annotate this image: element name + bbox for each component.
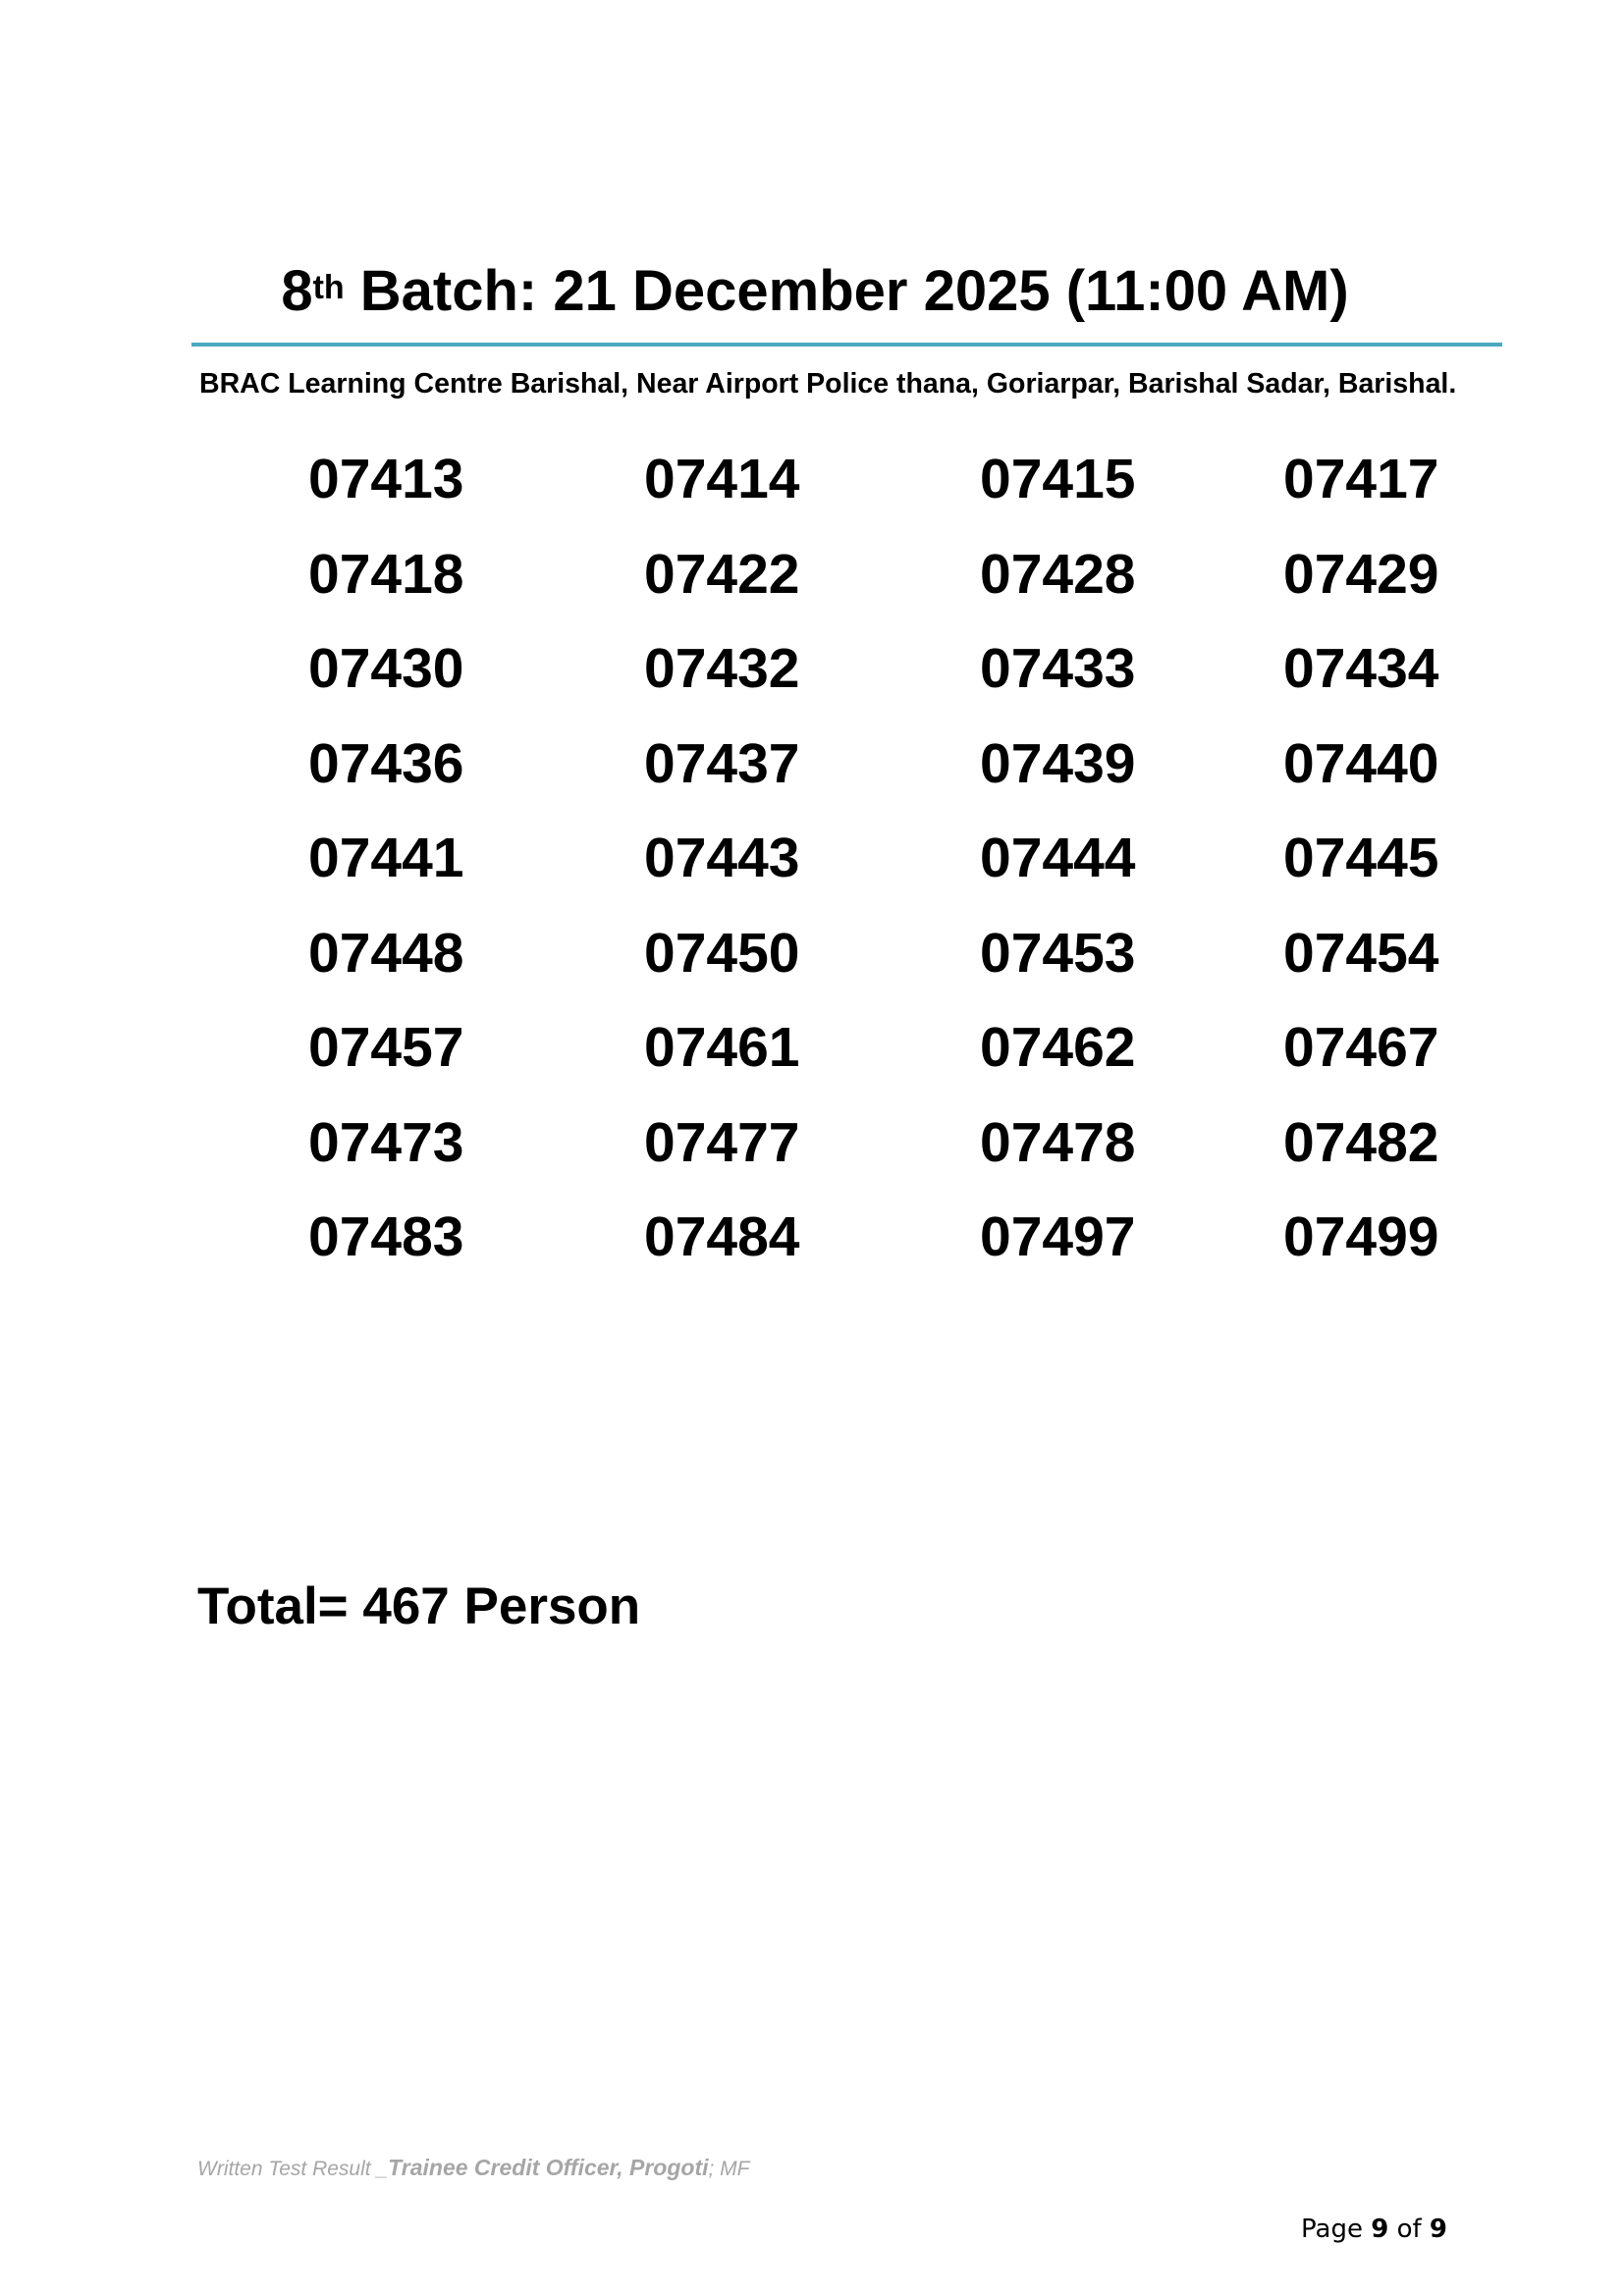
roll-number: 07415 [980, 448, 1136, 510]
roll-row [0, 729, 1624, 825]
roll-row [0, 1108, 1624, 1203]
roll-number: 07418 [308, 542, 464, 606]
roll-row [0, 824, 1624, 919]
batch-number-suffix: th [312, 269, 345, 306]
roll-row [0, 919, 1624, 1014]
roll-number: 07473 [308, 1110, 464, 1174]
roll-number: 07440 [1283, 731, 1439, 795]
roll-row [0, 1202, 1624, 1298]
roll-number: 07461 [644, 1016, 800, 1079]
roll-number: 07437 [644, 731, 800, 795]
roll-number: 07430 [308, 637, 464, 700]
roll-number: 07414 [644, 448, 800, 510]
roll-row [0, 445, 1624, 540]
page-total: 9 [1429, 2215, 1447, 2244]
page-of-label: of [1388, 2215, 1430, 2244]
roll-number: 07457 [308, 1016, 464, 1079]
roll-number: 07483 [308, 1205, 464, 1268]
roll-number: 07445 [1283, 827, 1439, 889]
venue-address: BRAC Learning Centre Barishal, Near Airport Police thana, Goriarpar, Barishal Sadar, Barishal. [199, 368, 1457, 400]
roll-number: 07497 [980, 1205, 1136, 1268]
roll-number: 07444 [980, 827, 1136, 889]
roll-number: 07433 [980, 637, 1136, 700]
roll-number: 07482 [1283, 1110, 1439, 1174]
roll-number: 07453 [980, 921, 1136, 985]
roll-number: 07436 [308, 731, 464, 795]
batch-number: 8 [281, 259, 313, 323]
roll-number: 07477 [644, 1110, 800, 1174]
roll-number: 07448 [308, 921, 464, 985]
footer-suffix: ; MF [708, 2158, 750, 2180]
page-label: Page [1301, 2215, 1372, 2244]
roll-number: 07432 [644, 637, 800, 700]
heading-divider [191, 343, 1502, 347]
roll-number: 07454 [1283, 921, 1439, 985]
roll-number: 07467 [1283, 1016, 1439, 1079]
roll-number: 07499 [1283, 1205, 1439, 1268]
footer-prefix: Written Test Result _ [197, 2158, 389, 2180]
page-number [1301, 2213, 1447, 2246]
footer-title: Trainee Credit Officer, Progoti [388, 2155, 709, 2180]
page-current: 9 [1371, 2215, 1389, 2244]
roll-number: 07441 [308, 827, 464, 889]
roll-number: 07429 [1283, 542, 1439, 606]
batch-title-text: Batch: 21 December 2025 (11:00 AM) [344, 259, 1349, 323]
roll-number: 07428 [980, 542, 1136, 606]
roll-number: 07417 [1283, 448, 1439, 510]
roll-row [0, 634, 1624, 729]
footer-note [197, 2154, 750, 2183]
roll-number: 07450 [644, 921, 800, 985]
roll-number: 07443 [644, 827, 800, 889]
roll-number: 07462 [980, 1016, 1136, 1079]
roll-number: 07434 [1283, 637, 1439, 700]
roll-row [0, 1013, 1624, 1108]
roll-number: 07478 [980, 1110, 1136, 1174]
roll-number: 07484 [644, 1205, 800, 1268]
batch-heading [191, 257, 1438, 326]
roll-number-grid [0, 445, 1624, 1298]
roll-number: 07413 [308, 448, 464, 510]
roll-number: 07422 [644, 542, 800, 606]
roll-row [0, 540, 1624, 635]
roll-number: 07439 [980, 731, 1136, 795]
total-count: Total= 467 Person [197, 1577, 641, 1635]
